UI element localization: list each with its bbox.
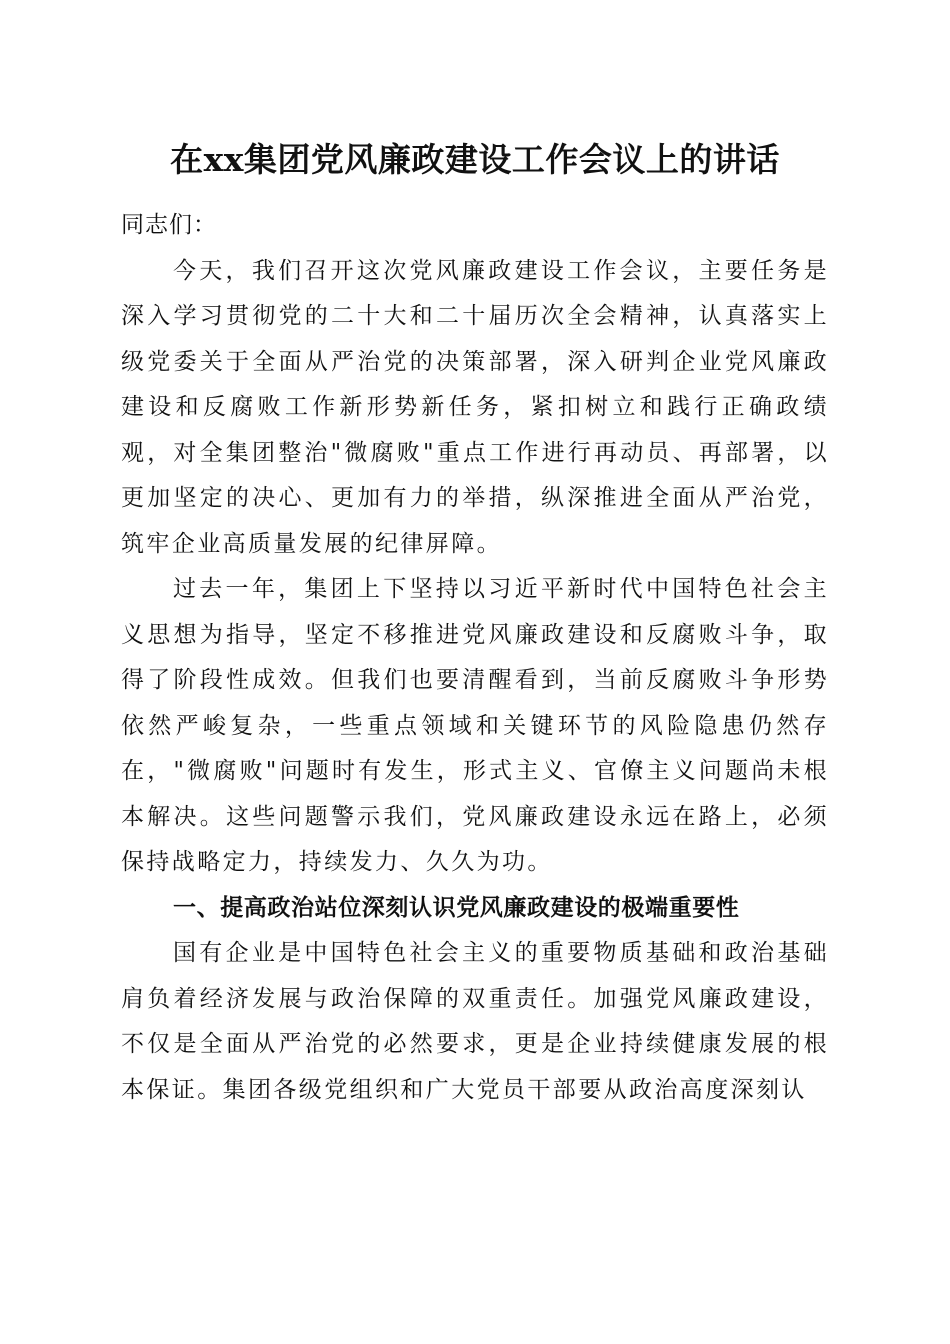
section-heading: 一、提高政治站位深刻认识党风廉政建设的极端重要性	[173, 894, 740, 921]
document-body	[121, 203, 829, 1113]
paragraph-review: 过去一年，集团上下坚持以习近平新时代中国特色社会主义思想为指导，坚定不移推进党风廉政建设和反腐败斗争，取得了阶段性成效。但我们也要清醒看到，当前反腐败斗争形势依然严峻复杂，一些重点领域和关键环节的风险隐患仍然存在，"微腐败"问题时有发生，形式主义、官僚主义问题尚未根本解决。这些问题警示我们，党风廉政建设永远在路上，必须保持战略定力，持续发力、久久为功。	[121, 576, 829, 875]
salutation: 同志们：	[121, 212, 217, 238]
document-title: 在xx集团党风廉政建设工作会议上的讲话	[170, 140, 780, 179]
section-paragraph: 国有企业是中国特色社会主义的重要物质基础和政治基础肩负着经济发展与政治保障的双重责任。加强党风廉政建设，不仅是全面从严治党的必然要求，更是企业持续健康发展的根本保证。集团各级党组织和广大党员干部要从政治高度深刻认	[121, 940, 829, 1103]
paragraph-opening: 今天，我们召开这次党风廉政建设工作会议，主要任务是深入学习贯彻党的二十大和二十届历次全会精神，认真落实上级党委关于全面从严治党的决策部署，深入研判企业党风廉政建设和反腐败工作新形势新任务，紧扣树立和践行正确政绩观，对全集团整治"微腐败"重点工作进行再动员、再部署，以更加坚定的决心、更加有力的举措，纵深推进全面从严治党，筑牢企业高质量发展的纪律屏障。	[121, 257, 829, 557]
